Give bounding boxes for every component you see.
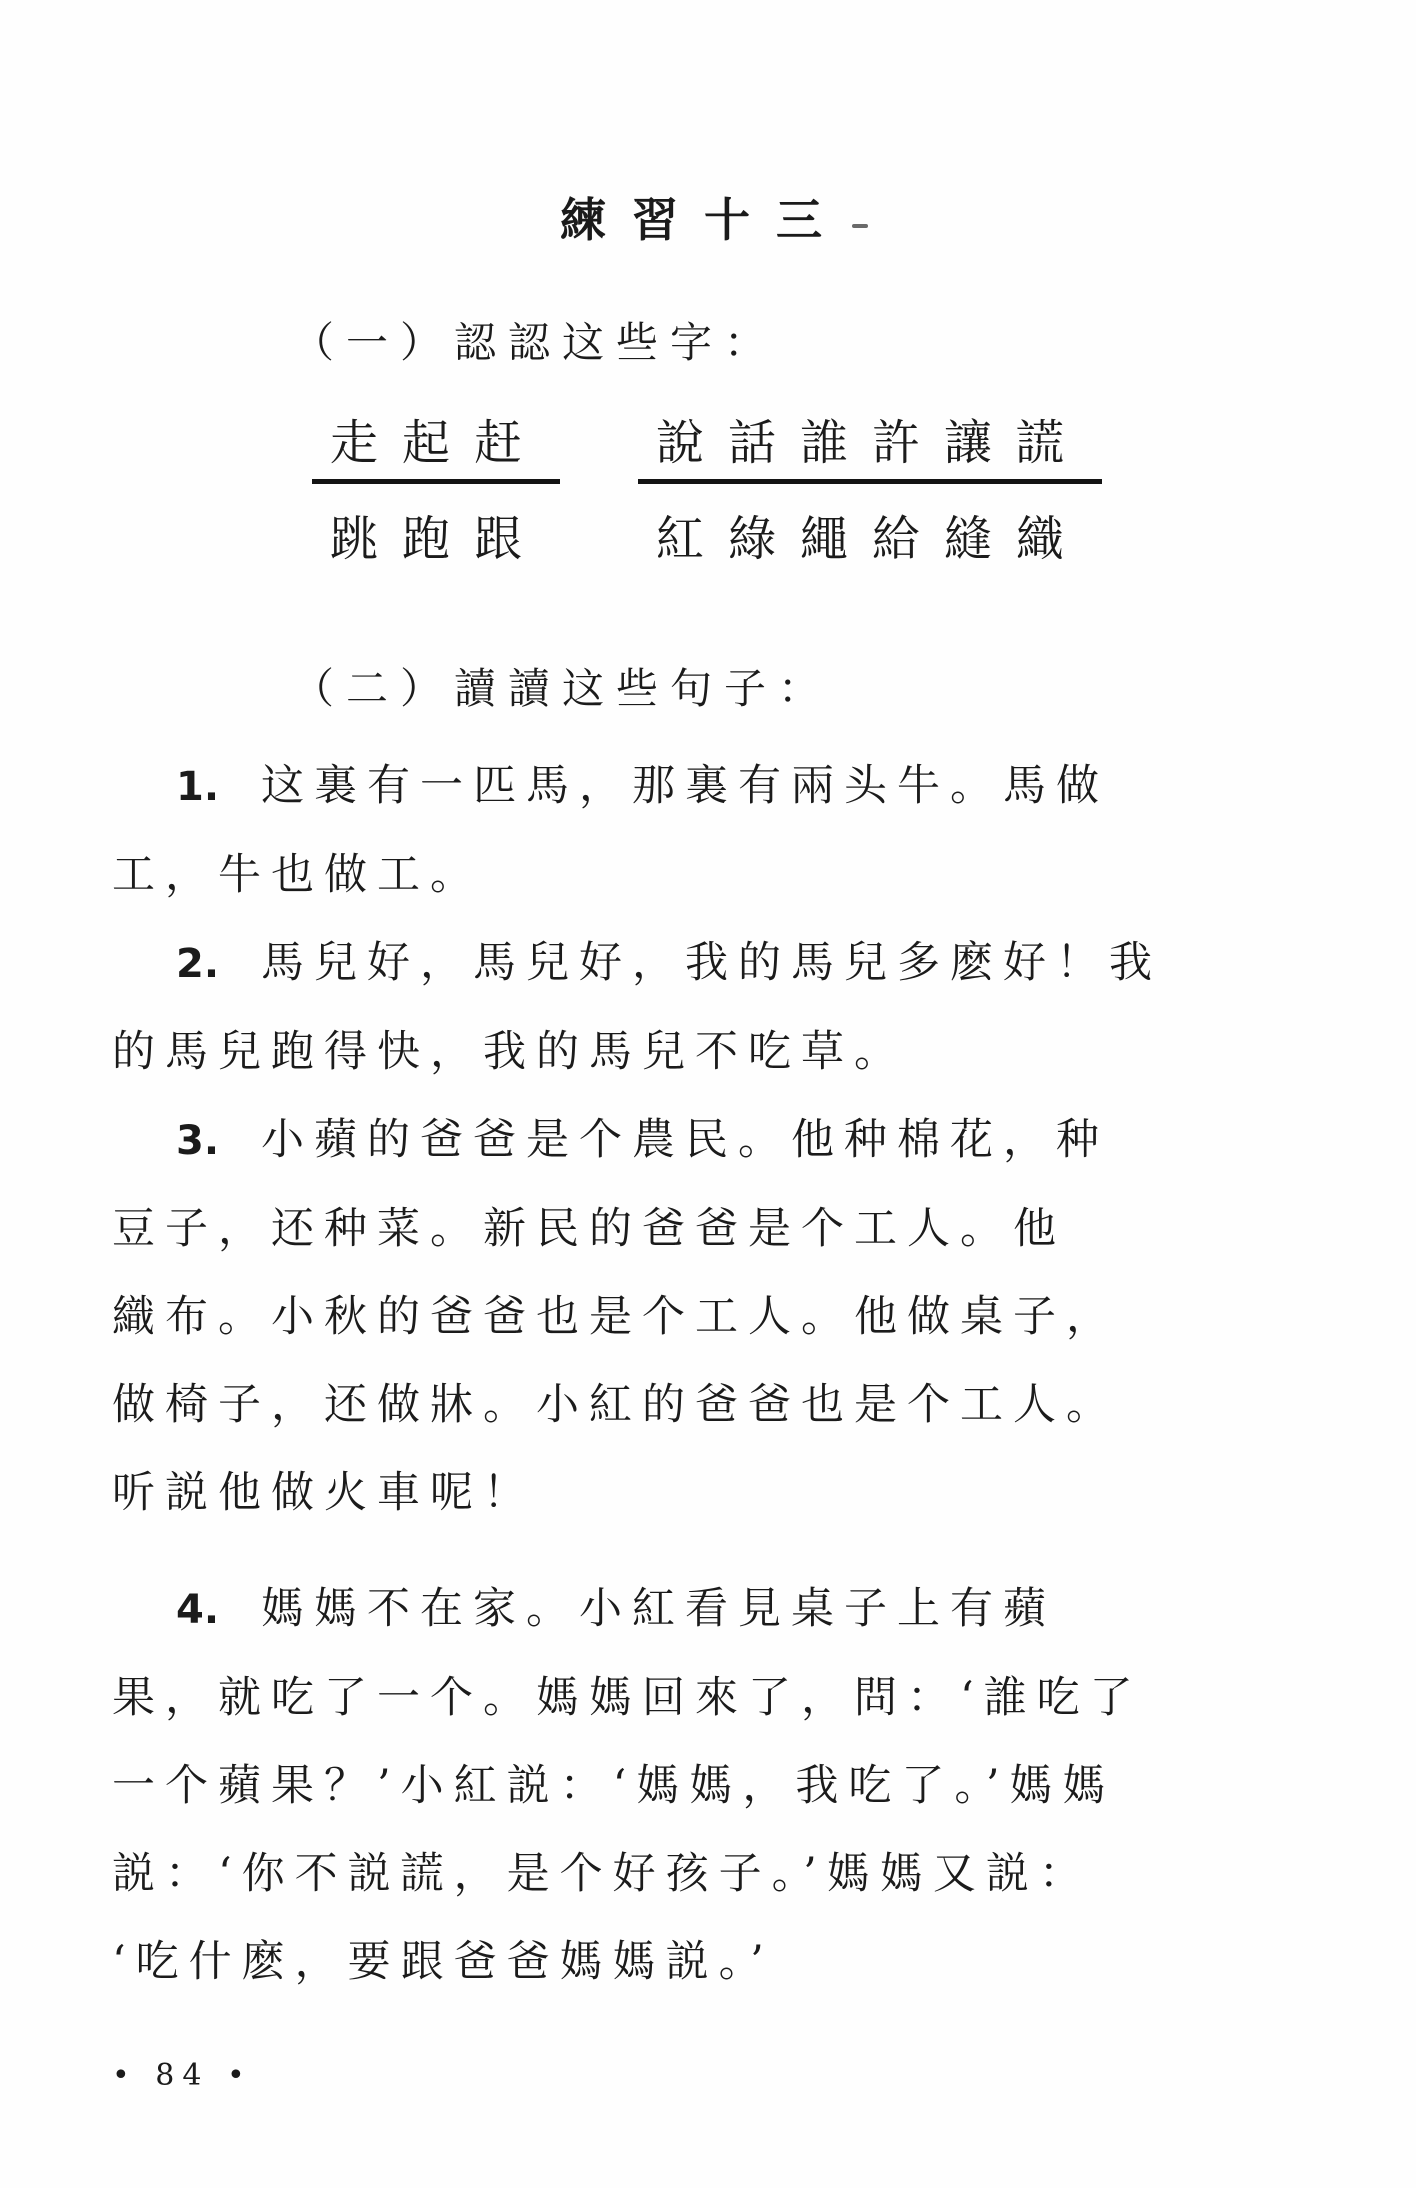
sentence-line	[112, 1565, 1296, 1654]
sentence-text: 媽媽不在家。小紅看見桌子上有蘋	[261, 1584, 1057, 1634]
character-row-2	[312, 500, 1296, 596]
exercise-title: 練習十三	[560, 193, 848, 247]
sentence-line: 説：‘你不説謊，是个好孩子。’媽媽又説：	[112, 1849, 1092, 1899]
sentence-text: 馬兒好，馬兒好，我的馬兒多麽好！我	[261, 938, 1163, 988]
sentence-line: ‘吃什麽，要跟爸爸媽媽説。’	[112, 1937, 774, 1987]
sentence-number: 3.	[176, 1118, 220, 1164]
section-one-heading: （一）認認这些字：	[292, 318, 779, 367]
sentence-text: 这裏有一匹馬，那裏有兩头牛。馬做	[261, 761, 1110, 811]
sentence-line: 做椅子，还做牀。小紅的爸爸也是个工人。	[112, 1380, 1119, 1430]
sentence-line	[112, 919, 1296, 1008]
sentence-1	[112, 742, 1296, 919]
sentence-4	[112, 1565, 1296, 2006]
sentence-line: 的馬兒跑得快，我的馬兒不吃草。	[112, 1027, 907, 1077]
sentence-line	[112, 1096, 1296, 1185]
sentence-list	[112, 742, 1296, 2006]
sentence-2	[112, 919, 1296, 1096]
sentence-line: 織布。小秋的爸爸也是个工人。他做桌子，	[112, 1292, 1119, 1342]
sentence-line: 一个蘋果？’小紅説：‘媽媽，我吃了。’媽媽	[112, 1761, 1116, 1811]
sentence-number: 4.	[176, 1587, 220, 1633]
sentence-number: 1.	[176, 764, 220, 810]
page-number: • 84 •	[112, 2058, 253, 2093]
sentence-text: 小蘋的爸爸是个農民。他种棉花，种	[261, 1115, 1110, 1165]
sentence-3	[112, 1096, 1296, 1537]
character-group-red: 紅綠繩給縫織	[656, 511, 1089, 567]
character-group-speak: 說話誰許讓謊	[638, 404, 1102, 484]
sentence-line: 豆子，还种菜。新民的爸爸是个工人。他	[112, 1204, 1066, 1254]
character-table	[312, 404, 1296, 596]
sentence-line: 听説他做火車呢！	[112, 1468, 536, 1518]
sentence-number: 2.	[176, 941, 220, 987]
character-group-walk: 走起赶	[312, 404, 560, 484]
section-two-heading: （二）讀讀这些句子：	[292, 664, 833, 713]
sentence-line: 工，牛也做工。	[112, 850, 483, 900]
sentence-line	[112, 742, 1296, 831]
character-row-1	[312, 404, 1296, 500]
scan-artifact-dash	[852, 224, 868, 228]
character-group-jump: 跳跑跟	[330, 511, 547, 567]
sentence-line: 果，就吃了一个。媽媽回來了，問：‘誰吃了	[112, 1673, 1143, 1723]
